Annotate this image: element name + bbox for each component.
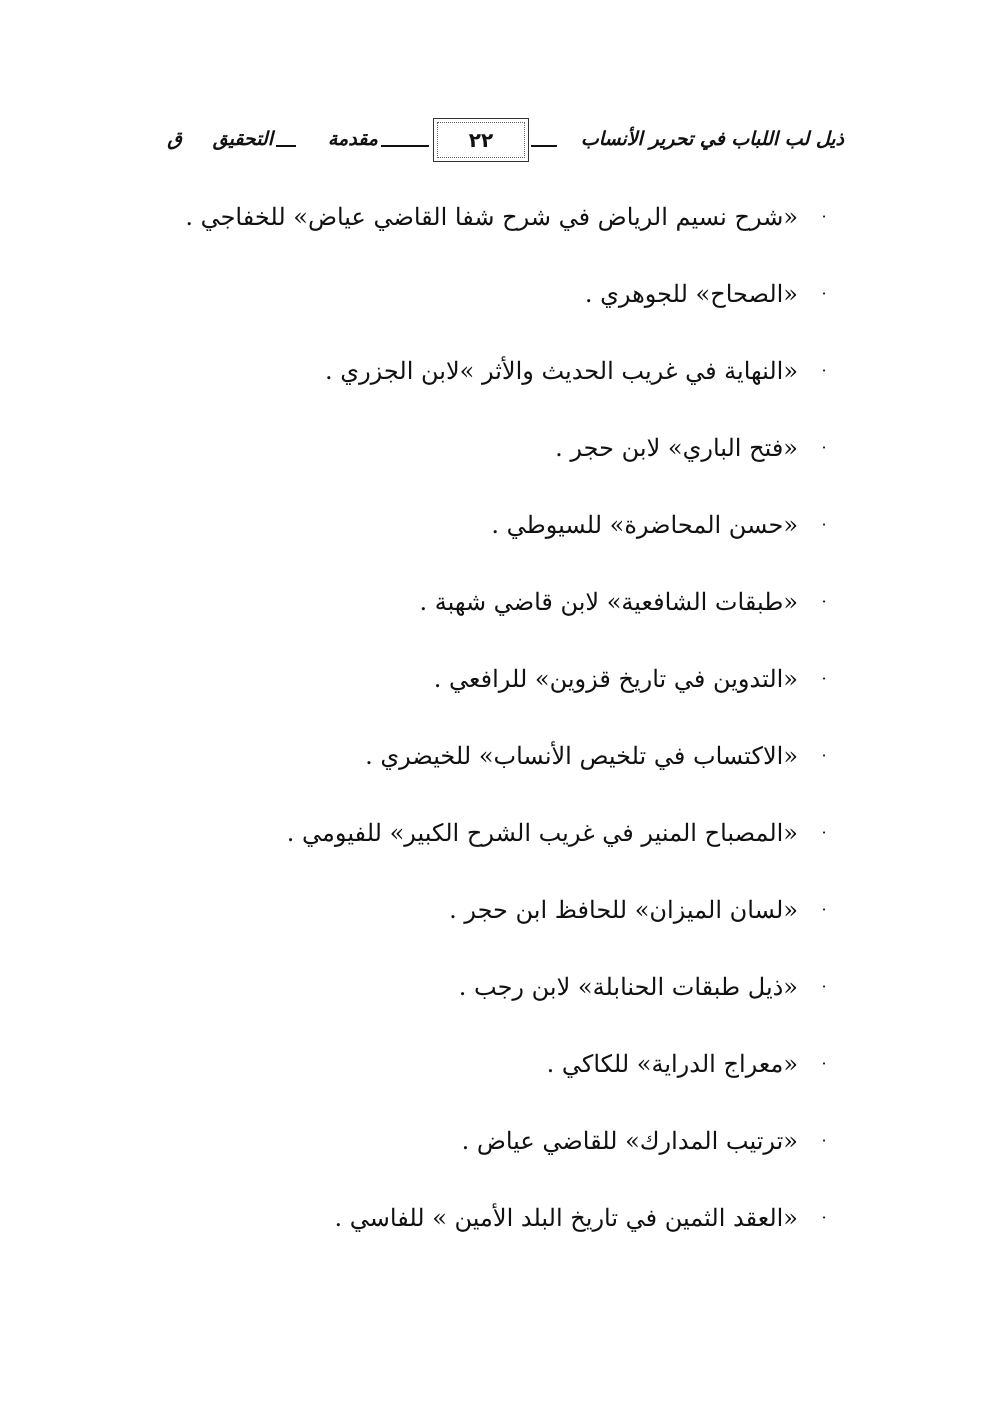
- book-title: ذيل لب اللباب في تحرير الأنساب: [580, 128, 844, 150]
- bullet: ·: [821, 284, 827, 303]
- reference-item: [150, 255, 830, 332]
- header-rule: [381, 145, 429, 147]
- bullet: ·: [821, 207, 827, 226]
- reference-item: [150, 948, 830, 1025]
- reference-item: [150, 794, 830, 871]
- reference-text: «التدوين في تاريخ قزوين» للرافعي .: [433, 664, 798, 693]
- reference-text: «حسن المحاضرة» للسيوطي .: [491, 510, 798, 539]
- bullet: ·: [821, 515, 827, 534]
- reference-item: [150, 409, 830, 486]
- bullet: ·: [821, 592, 827, 611]
- reference-item: [150, 717, 830, 794]
- bullet: ·: [821, 823, 827, 842]
- section-title-part: التحقيق: [212, 128, 273, 150]
- reference-item: [150, 178, 830, 255]
- section-title: مقدمة: [327, 128, 378, 150]
- page-number: ٢٢: [433, 118, 529, 162]
- reference-text: «ترتيب المدارك» للقاضي عياض .: [461, 1126, 798, 1155]
- reference-text: «فتح الباري» لابن حجر .: [555, 433, 798, 462]
- reference-text: «النهاية في غريب الحديث والأثر »لابن الجزري .: [325, 356, 798, 385]
- bullet: ·: [821, 1208, 827, 1227]
- bullet: ·: [821, 1131, 827, 1150]
- reference-text: «ذيل طبقات الحنابلة» لابن رجب .: [458, 972, 798, 1001]
- references-list: [150, 178, 830, 1256]
- bullet: ·: [821, 1054, 827, 1073]
- reference-item: [150, 1179, 830, 1256]
- reference-text: «طبقات الشافعية» لابن قاضي شهبة .: [419, 587, 798, 616]
- reference-text: «شرح نسيم الرياض في شرح شفا القاضي عياض» للخفاجي .: [185, 202, 798, 231]
- reference-item: [150, 486, 830, 563]
- reference-text: «معراج الدراية» للكاكي .: [546, 1049, 798, 1078]
- reference-item: [150, 871, 830, 948]
- bullet: ·: [821, 977, 827, 996]
- running-header: [160, 118, 844, 168]
- bullet: ·: [821, 361, 827, 380]
- reference-text: «الصحاح» للجوهري .: [584, 279, 798, 308]
- header-rule: [531, 145, 557, 147]
- reference-item: [150, 563, 830, 640]
- header-rule: [276, 145, 296, 147]
- reference-item: [150, 640, 830, 717]
- reference-item: [150, 1102, 830, 1179]
- reference-item: [150, 332, 830, 409]
- reference-text: «لسان الميزان» للحافظ ابن حجر .: [449, 895, 798, 924]
- bullet: ·: [821, 746, 827, 765]
- bullet: ·: [821, 438, 827, 457]
- bullet: ·: [821, 669, 827, 688]
- reference-item: [150, 1025, 830, 1102]
- reference-text: «الاكتساب في تلخيص الأنساب» للخيضري .: [365, 741, 798, 770]
- reference-text: «المصباح المنير في غريب الشرح الكبير» للفيومي .: [286, 818, 798, 847]
- section-title-part: ق: [167, 128, 182, 150]
- bullet: ·: [821, 900, 827, 919]
- reference-text: «العقد الثمين في تاريخ البلد الأمين » للفاسي .: [334, 1203, 798, 1232]
